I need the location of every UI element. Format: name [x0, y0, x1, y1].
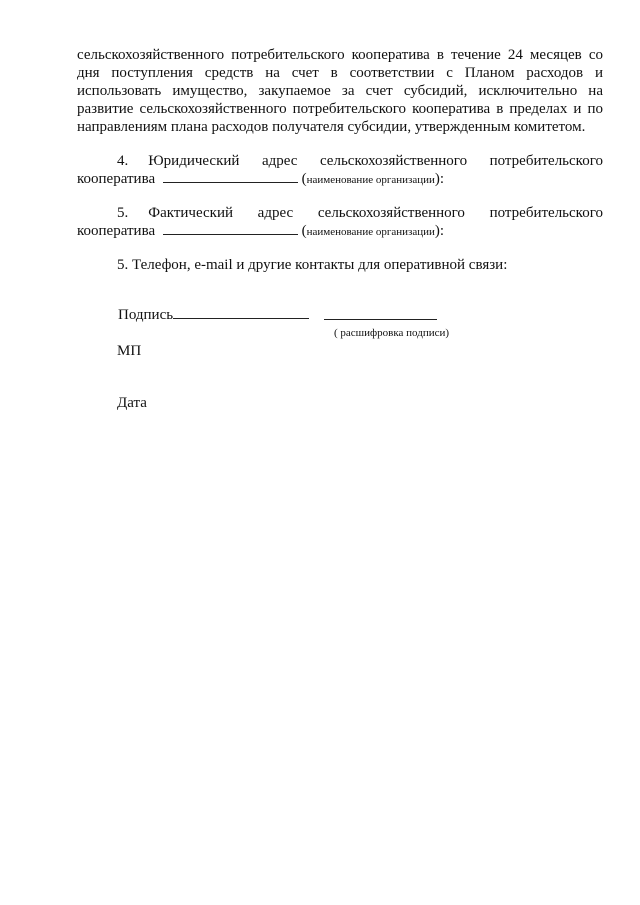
item-5a-heading: Фактический адрес сельскохозяйственного потребительского — [148, 205, 603, 221]
date-label: Дата — [117, 395, 147, 411]
signature-decode-field — [324, 307, 437, 320]
item-4-hint: наименование организации — [306, 174, 435, 186]
item-4-paren-open: ( — [301, 171, 307, 187]
item-5a-paren-open: ( — [301, 223, 307, 239]
item-5a-line-2 — [77, 222, 603, 241]
stamp-label: МП — [117, 343, 142, 359]
paragraph-line-1: сельскохозяйственного потребительского кооператива в течение 24 месяцев со — [77, 47, 603, 63]
item-4-line-1 — [77, 152, 603, 170]
item-5a-blank-field — [163, 222, 298, 235]
item-5b-contacts: 5. Телефон, e-mail и другие контакты для оперативной связи: — [117, 257, 508, 273]
signature-decode-hint: ( расшифровка подписи) — [334, 327, 450, 339]
item-5a-prefix: кооператива — [77, 223, 156, 239]
item-5a-hint: наименование организации — [306, 226, 435, 238]
item-4-heading: Юридический адрес сельскохозяйственного потребительского — [148, 153, 603, 169]
item-4-blank-field — [163, 170, 298, 183]
signature-label: Подпись — [118, 307, 174, 323]
item-5a-line-1 — [77, 204, 603, 222]
paragraph-line-3: использовать имущество, закупаемое за счет субсидий, исключительно на — [77, 83, 603, 99]
signature-row — [118, 306, 309, 324]
item-5a-number: 5. — [117, 205, 129, 221]
item-5a-paren-close: ): — [434, 223, 445, 239]
paragraph-line-4: развитие сельскохозяйственного потребительского кооператива в пределах и по — [77, 101, 603, 117]
item-4-line-2 — [77, 170, 603, 189]
signature-blank-field — [173, 306, 309, 319]
item-4-number: 4. — [117, 153, 129, 169]
paragraph-line-2: дня поступления средств на счет в соответствии с Планом расходов и — [77, 65, 603, 81]
paragraph-line-5: направлениям плана расходов получателя субсидии, утвержденным комитетом. — [77, 119, 586, 135]
item-4-paren-close: ): — [434, 171, 445, 187]
item-4-prefix: кооператива — [77, 171, 156, 187]
